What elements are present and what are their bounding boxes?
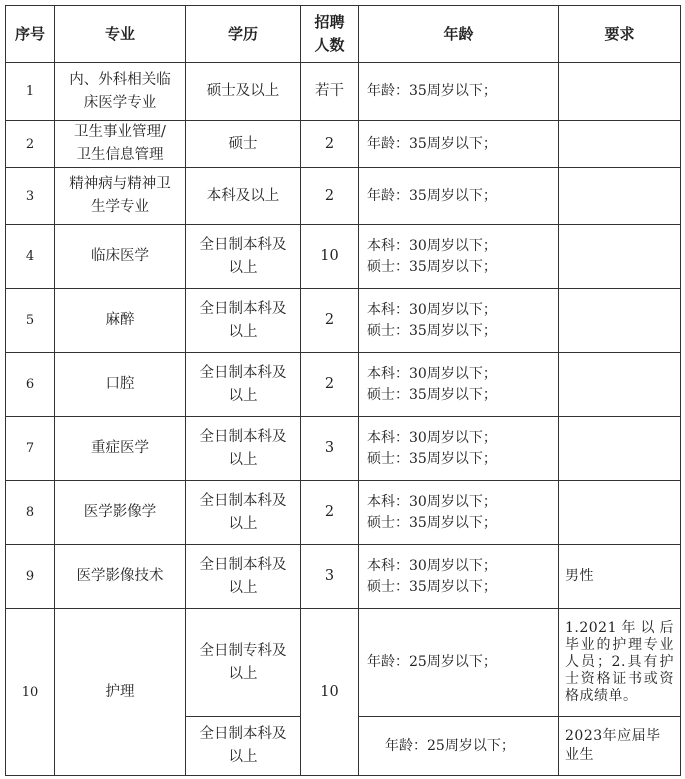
age-line: 年龄：25周岁以下； xyxy=(367,654,497,670)
count-cell: 10 xyxy=(301,225,359,289)
age-line: 年龄：35周岁以下； xyxy=(367,187,497,204)
age-cell xyxy=(359,63,559,121)
education-cell xyxy=(186,63,301,121)
major-cell-line: 卫生信息管理 xyxy=(76,147,164,163)
age-line: 硕士：35周岁以下； xyxy=(367,258,497,275)
table-row xyxy=(6,289,681,353)
count-cell: 2 xyxy=(301,481,359,545)
requirement-cell: 1.2021年以后毕业的护理专业人员；2.具有护士资格证书或资格成绩单。 xyxy=(559,609,681,717)
seq-cell: 7 xyxy=(6,417,55,481)
table-row xyxy=(6,225,681,289)
major-cell-line: 医学影像技术 xyxy=(76,568,164,584)
age-line: 硕士：35周岁以下； xyxy=(367,514,497,531)
header-age: 年龄 xyxy=(359,6,559,63)
major-cell-line: 内、外科相关临 xyxy=(69,71,171,88)
education-cell-line: 以上 xyxy=(228,387,258,404)
count-cell: 2 xyxy=(301,289,359,353)
education-cell-line: 全日制本科及 xyxy=(199,428,287,445)
requirement-cell xyxy=(559,353,681,417)
requirement-cell xyxy=(559,289,681,353)
seq-cell: 2 xyxy=(6,121,55,168)
education-cell-line: 以上 xyxy=(228,665,258,682)
major-cell-line: 卫生事业管理/ xyxy=(74,124,166,140)
header-count-line1: 招聘 xyxy=(314,13,345,31)
age-line: 硕士：35周岁以下； xyxy=(367,450,497,467)
education-cell-line: 全日制本科及 xyxy=(199,492,287,509)
age-cell xyxy=(359,545,559,609)
header-education: 学历 xyxy=(186,6,301,63)
count-cell: 若干 xyxy=(301,63,359,121)
count-cell: 2 xyxy=(301,353,359,417)
header-seq: 序号 xyxy=(6,6,55,63)
major-cell-line: 临床医学 xyxy=(91,248,149,264)
education-cell xyxy=(186,481,301,545)
education-cell-line: 以上 xyxy=(228,451,258,468)
age-cell xyxy=(359,417,559,481)
seq-cell: 4 xyxy=(6,225,55,289)
count-cell: 2 xyxy=(301,168,359,225)
table-row xyxy=(6,353,681,417)
education-cell xyxy=(186,168,301,225)
table-row xyxy=(6,545,681,609)
header-count xyxy=(301,6,359,63)
count-cell: 3 xyxy=(301,417,359,481)
major-cell-line: 口腔 xyxy=(105,376,135,392)
count-cell: 3 xyxy=(301,545,359,609)
major-cell xyxy=(55,168,186,225)
age-line: 本科：30周岁以下； xyxy=(367,429,497,446)
major-cell xyxy=(55,481,186,545)
major-cell-line: 重症医学 xyxy=(91,440,149,456)
age-cell xyxy=(359,289,559,353)
requirement-cell xyxy=(559,225,681,289)
education-cell-line: 全日制专科及 xyxy=(199,642,287,659)
education-cell xyxy=(186,353,301,417)
table-row xyxy=(6,609,681,717)
major-cell xyxy=(55,353,186,417)
table-row xyxy=(6,481,681,545)
education-cell-line: 本科及以上 xyxy=(206,187,280,204)
age-line: 本科：30周岁以下； xyxy=(367,301,497,318)
major-cell: 护理 xyxy=(55,609,186,776)
age-cell xyxy=(359,717,559,776)
education-cell-line: 以上 xyxy=(228,579,258,596)
requirement-cell xyxy=(559,63,681,121)
education-cell xyxy=(186,609,301,717)
age-cell xyxy=(359,168,559,225)
header-requirement: 要求 xyxy=(559,6,681,63)
education-cell-line: 全日制本科及 xyxy=(199,300,287,317)
education-cell xyxy=(186,545,301,609)
age-line: 本科：30周岁以下； xyxy=(367,237,497,254)
table-row xyxy=(6,417,681,481)
major-cell xyxy=(55,545,186,609)
requirement-cell xyxy=(559,121,681,168)
major-cell xyxy=(55,121,186,168)
major-cell xyxy=(55,63,186,121)
major-cell xyxy=(55,289,186,353)
age-cell xyxy=(359,225,559,289)
education-cell xyxy=(186,121,301,168)
major-cell-line: 床医学专业 xyxy=(83,94,157,111)
age-line: 硕士：35周岁以下； xyxy=(367,578,497,595)
major-cell-line: 医学影像学 xyxy=(83,504,157,520)
count-cell: 10 xyxy=(301,609,359,776)
seq-cell: 8 xyxy=(6,481,55,545)
count-cell: 2 xyxy=(301,121,359,168)
education-cell-line: 硕士 xyxy=(228,135,258,152)
seq-cell: 10 xyxy=(6,609,55,776)
age-cell xyxy=(359,121,559,168)
education-cell xyxy=(186,717,301,776)
age-line: 本科：30周岁以下； xyxy=(367,557,497,574)
major-cell-line: 精神病与精神卫 xyxy=(69,176,171,192)
seq-cell: 1 xyxy=(6,63,55,121)
seq-cell: 5 xyxy=(6,289,55,353)
major-cell-line: 生学专业 xyxy=(91,199,149,215)
education-cell-line: 全日制本科及 xyxy=(199,726,287,742)
age-line: 硕士：35周岁以下； xyxy=(367,386,497,403)
age-line: 年龄：35周岁以下； xyxy=(367,135,497,152)
age-cell xyxy=(359,353,559,417)
education-cell-line: 以上 xyxy=(228,749,258,765)
requirement-cell xyxy=(559,417,681,481)
major-cell-line: 麻醉 xyxy=(105,312,135,328)
education-cell-line: 全日制本科及 xyxy=(199,364,287,381)
table-row xyxy=(6,121,681,168)
age-line: 本科：30周岁以下； xyxy=(367,365,497,382)
age-cell xyxy=(359,481,559,545)
education-cell-line: 硕士及以上 xyxy=(206,83,280,99)
seq-cell: 6 xyxy=(6,353,55,417)
education-cell xyxy=(186,225,301,289)
header-major: 专业 xyxy=(55,6,186,63)
age-cell xyxy=(359,609,559,717)
header-row xyxy=(6,6,681,63)
table-row xyxy=(6,168,681,225)
education-cell-line: 全日制本科及 xyxy=(199,236,287,253)
education-cell-line: 以上 xyxy=(228,323,258,340)
requirement-cell: 男性 xyxy=(559,545,681,609)
recruitment-table xyxy=(5,5,681,776)
age-line: 年龄：35周岁以下； xyxy=(367,83,497,99)
age-line: 硕士：35周岁以下； xyxy=(367,322,497,339)
age-line: 本科：30周岁以下； xyxy=(367,493,497,510)
education-cell-line: 以上 xyxy=(228,515,258,532)
requirement-cell xyxy=(559,481,681,545)
education-cell xyxy=(186,289,301,353)
header-count-line2: 人数 xyxy=(314,36,345,54)
education-cell-line: 以上 xyxy=(228,259,258,276)
education-cell xyxy=(186,417,301,481)
major-cell xyxy=(55,417,186,481)
age-line: 年龄：25周岁以下； xyxy=(385,737,515,754)
seq-cell: 3 xyxy=(6,168,55,225)
requirement-cell xyxy=(559,168,681,225)
requirement-cell: 2023年应届毕业生 xyxy=(559,717,681,776)
table-row xyxy=(6,63,681,121)
education-cell-line: 全日制本科及 xyxy=(199,556,287,573)
seq-cell: 9 xyxy=(6,545,55,609)
major-cell xyxy=(55,225,186,289)
